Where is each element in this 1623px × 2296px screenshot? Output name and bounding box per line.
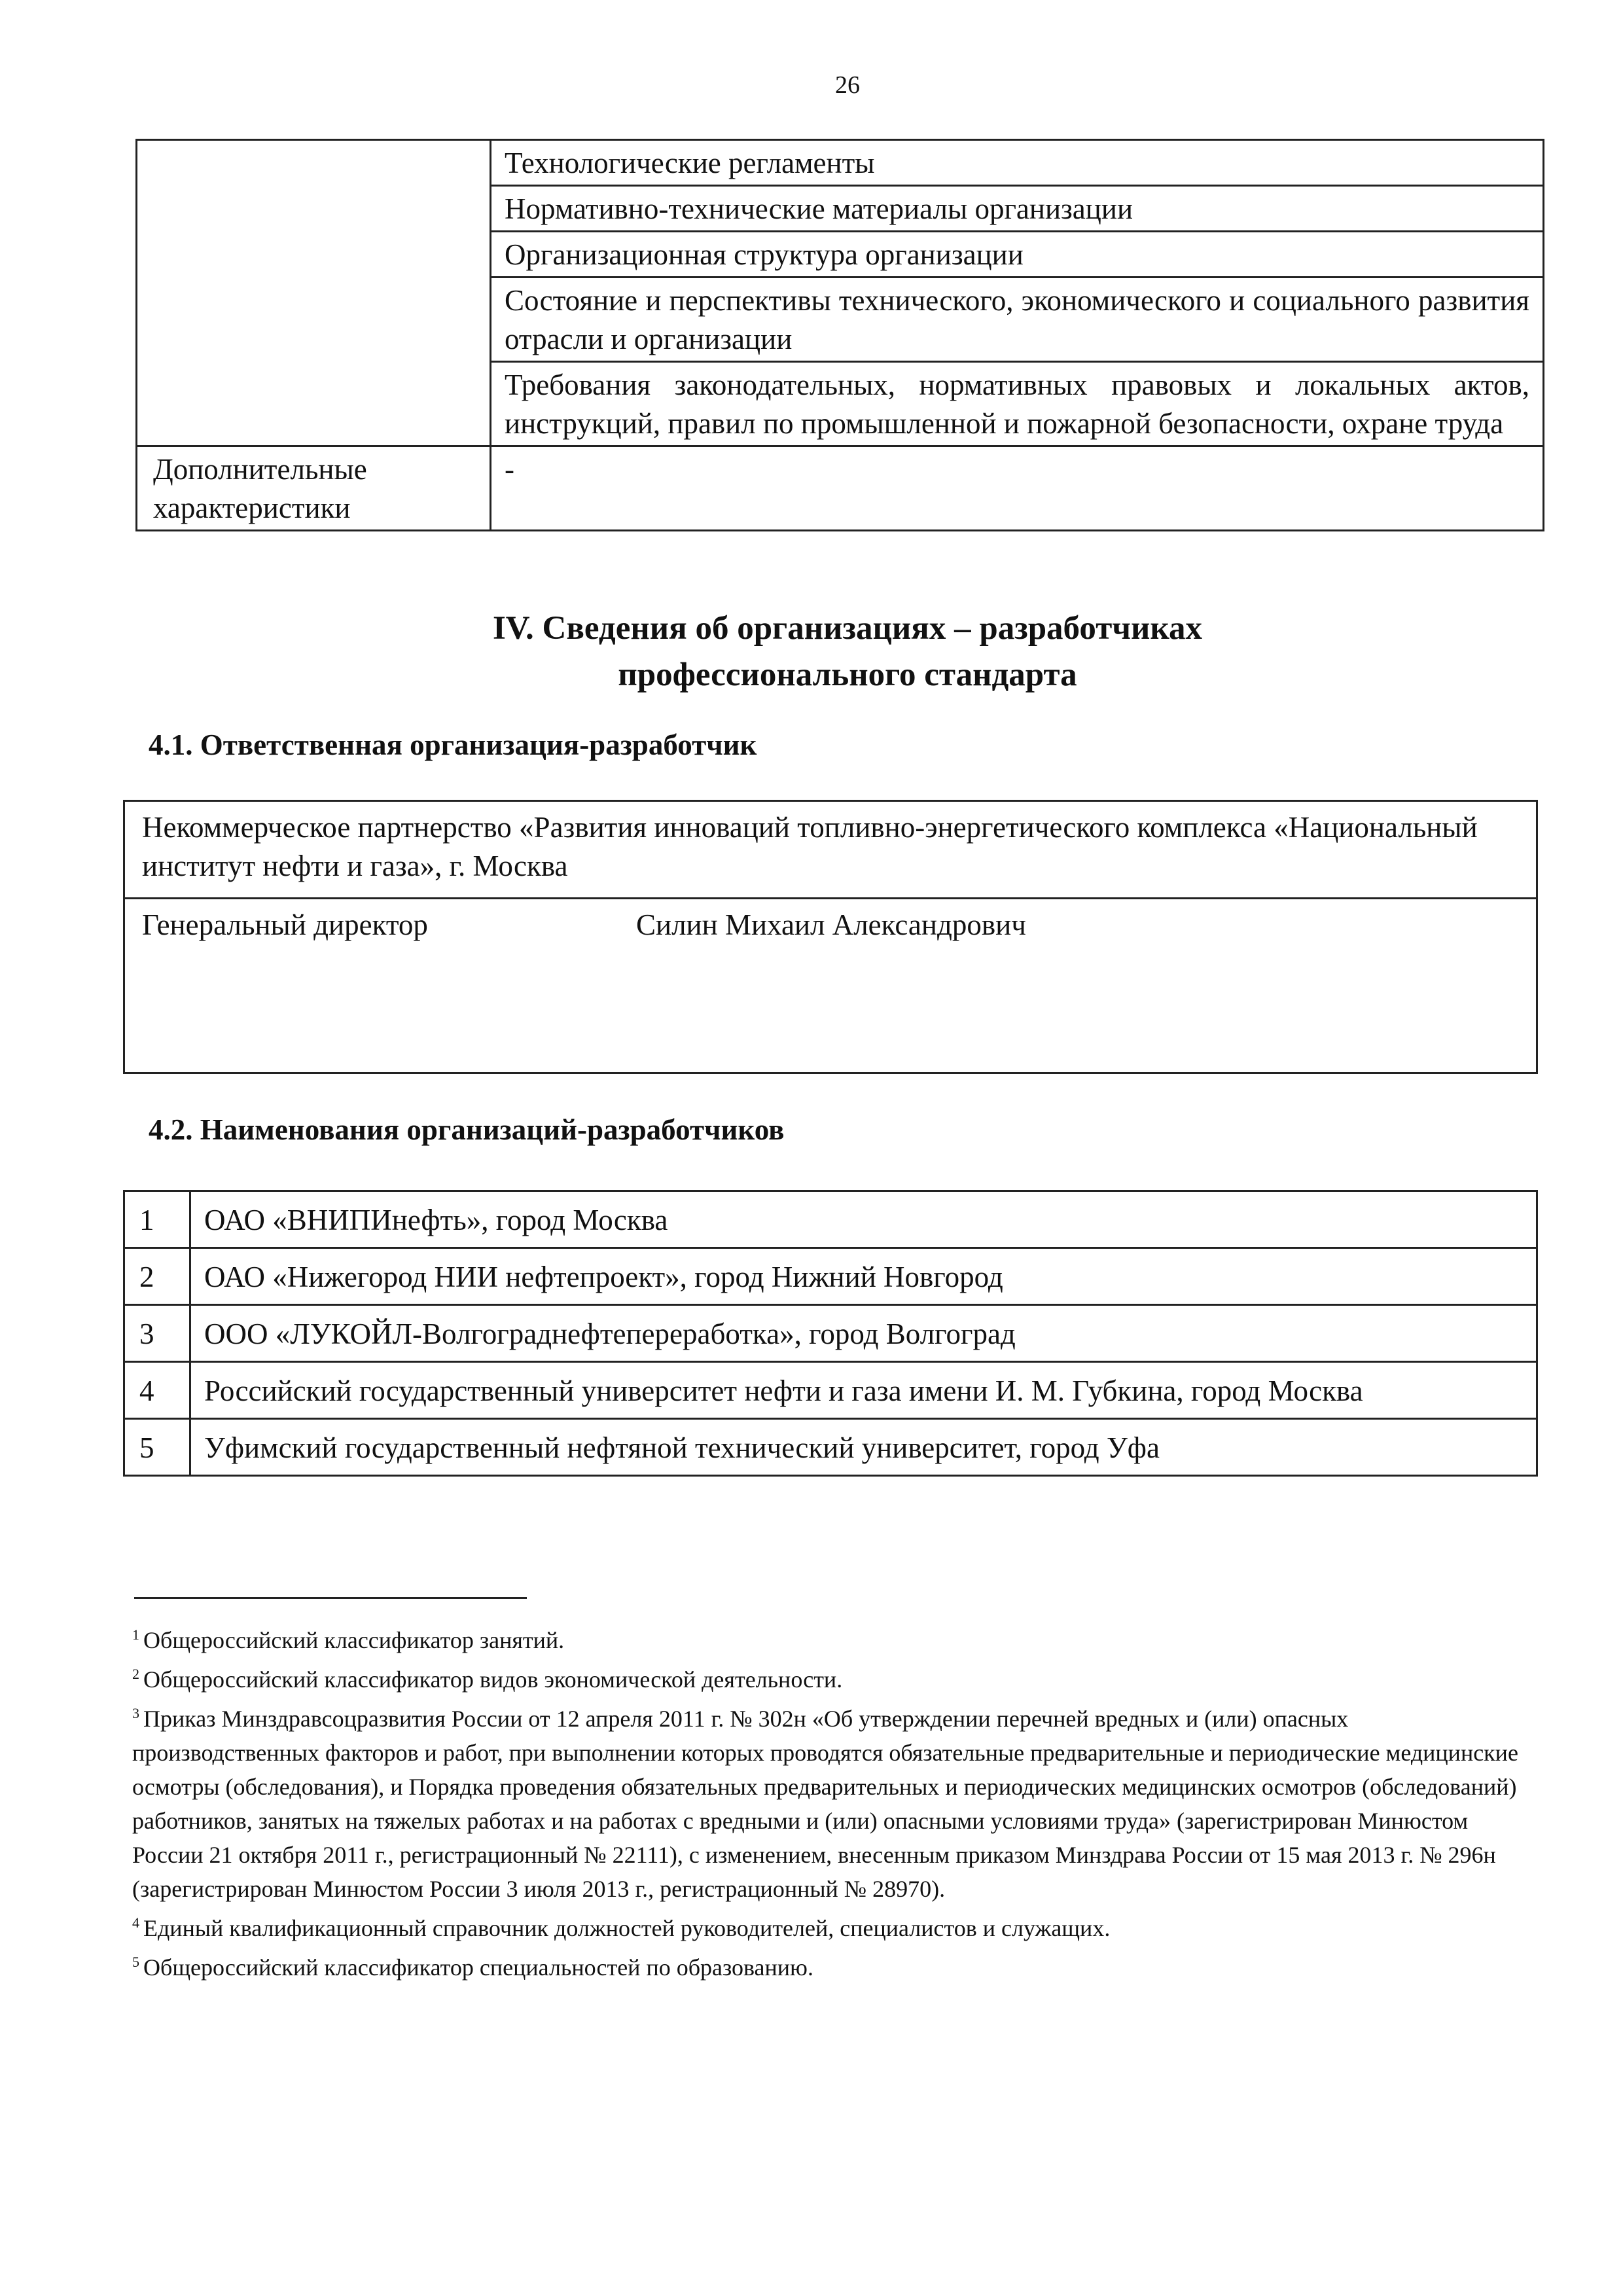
footnote-text: Общероссийский классификатор специальностей по образованию. — [143, 1954, 813, 1981]
developer-orgs-heading: 4.2. Наименования организаций-разработчиков — [149, 1113, 785, 1146]
footnote — [132, 1618, 1533, 1657]
org-name: Некоммерческое партнерство «Развития инноваций топливно-энергетического комплекса «Национальный институт нефти и газа», г. Москва — [124, 801, 1537, 899]
org-name-cell: ОАО «ВНИПИнефть», город Москва — [190, 1191, 1537, 1248]
extra-characteristics-value: - — [491, 446, 1544, 531]
footnote — [132, 1906, 1533, 1945]
table-row — [124, 1362, 1537, 1419]
table-row — [124, 1419, 1537, 1476]
footnote-text: Приказ Минздравсоцразвития России от 12 апреля 2011 г. № 302н «Об утверждении перечней вредных и (или) опасных производственных факторов и работ, при выполнении которых проводятся обязательные предварительные и периодические медицинские осмотры (обследования), и Порядка проведения обязательных предварительных и периодических медицинских осмотров (обследований) работников, занятых на тяжелых работах и на работах с вредными и (или) опасными условиями труда» (зарегистрирован Минюстом России 21 октября 2011 г., регистрационный № 22111), с изменением, внесенным приказом Минздрава России от 15 мая 2013 г. № 296н (зарегистрирован Минюстом России 3 июля 2013 г., регистрационный № 28970). — [132, 1706, 1518, 1902]
table-cell: Нормативно-технические материалы организации — [491, 186, 1544, 232]
footnote-divider — [134, 1597, 527, 1599]
footnote-mark: 2 — [132, 1666, 139, 1682]
footnote-mark: 5 — [132, 1954, 139, 1970]
org-name-cell: ОАО «Нижегород НИИ нефтепроект», город Нижний Новгород — [190, 1248, 1537, 1305]
row-number: 2 — [124, 1248, 190, 1305]
table-cell-empty — [137, 140, 491, 446]
row-number: 4 — [124, 1362, 190, 1419]
section-title-line1: IV. Сведения об организациях – разработчиках — [492, 610, 1203, 647]
responsible-org-heading: 4.1. Ответственная организация-разработчик — [149, 728, 757, 761]
director-cell — [124, 899, 1537, 1073]
knowledge-table — [135, 139, 1544, 531]
row-number: 5 — [124, 1419, 190, 1476]
table-cell: Требования законодательных, нормативных правовых и локальных актов, инструкций, правил по промышленной и пожарной безопасности, охране труда — [491, 362, 1544, 446]
page-number: 26 — [835, 71, 860, 99]
table-cell: Состояние и перспективы технического, экономического и социального развития отрасли и организации — [491, 278, 1544, 362]
footnote-text: Общероссийский классификатор занятий. — [143, 1627, 565, 1653]
table-row — [124, 899, 1537, 1073]
footnote-mark: 1 — [132, 1626, 139, 1643]
footnotes — [132, 1618, 1533, 1984]
director-position: Генеральный директор — [142, 908, 428, 941]
table-row — [137, 446, 1544, 531]
responsible-org-table — [123, 800, 1538, 1074]
footnote — [132, 1696, 1533, 1906]
table-row — [124, 1305, 1537, 1362]
row-number: 1 — [124, 1191, 190, 1248]
developer-orgs-table — [123, 1190, 1538, 1477]
section-heading — [0, 605, 1623, 698]
table-row — [124, 1191, 1537, 1248]
footnote — [132, 1945, 1533, 1984]
org-name-cell: Российский государственный университет нефти и газа имени И. М. Губкина, город Москва — [190, 1362, 1537, 1419]
footnote-text: Общероссийский классификатор видов экономической деятельности. — [143, 1666, 843, 1693]
director-name: Силин Михаил Александрович — [636, 908, 1026, 941]
table-row — [137, 140, 1544, 186]
section-title-line2: профессионального стандарта — [618, 656, 1077, 693]
footnote-mark: 3 — [132, 1705, 139, 1721]
table-cell: Технологические регламенты — [491, 140, 1544, 186]
org-name-cell: ООО «ЛУКОЙЛ-Волгограднефтепереработка», город Волгоград — [190, 1305, 1537, 1362]
extra-characteristics-label: Дополнительные характеристики — [137, 446, 491, 531]
table-cell: Организационная структура организации — [491, 232, 1544, 278]
org-name-cell: Уфимский государственный нефтяной технический университет, город Уфа — [190, 1419, 1537, 1476]
footnote — [132, 1657, 1533, 1696]
table-row — [124, 801, 1537, 899]
row-number: 3 — [124, 1305, 190, 1362]
footnote-mark: 4 — [132, 1914, 139, 1931]
footnote-text: Единый квалификационный справочник должностей руководителей, специалистов и служащих. — [143, 1915, 1111, 1941]
table-row — [124, 1248, 1537, 1305]
